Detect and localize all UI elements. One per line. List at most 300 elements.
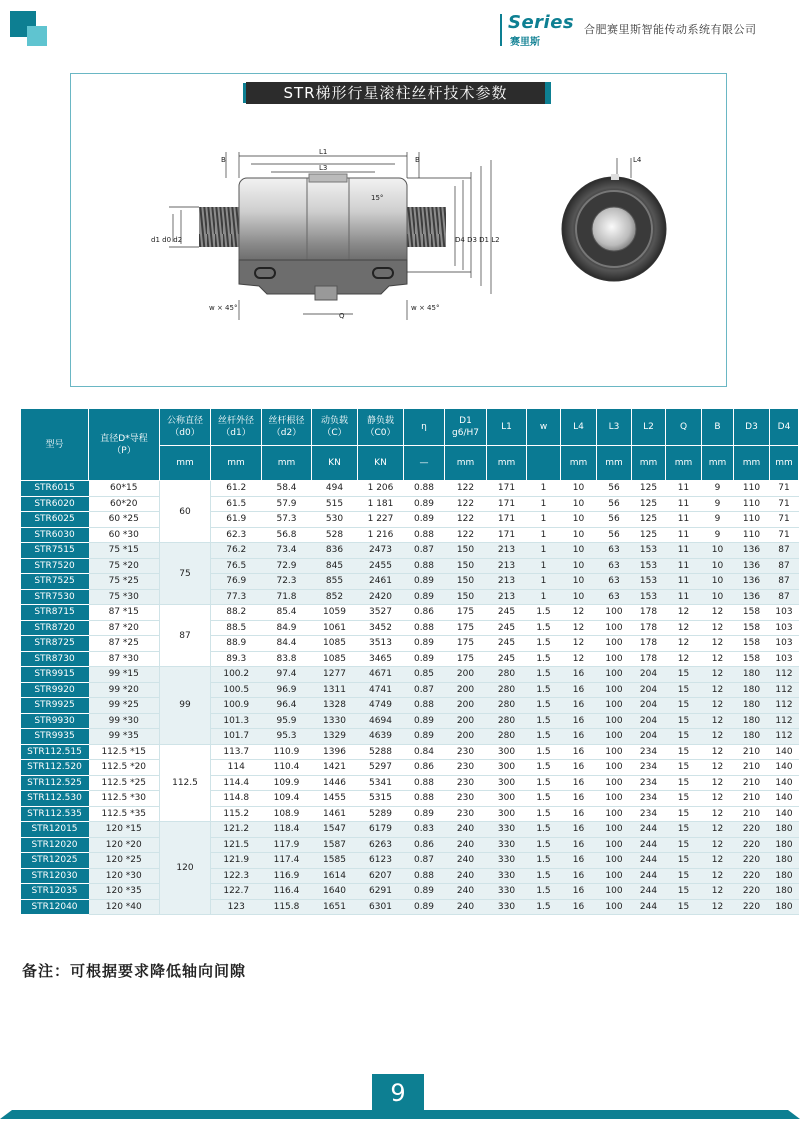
cell-value: 63	[597, 589, 632, 605]
cell-value: 0.89	[404, 884, 445, 900]
cell-value: 15	[666, 884, 702, 900]
cell-value: 12	[702, 899, 734, 915]
cell-value: 158	[734, 636, 770, 652]
page-number: 9	[372, 1074, 424, 1112]
cell-value: 0.89	[404, 512, 445, 528]
cell-value: 230	[445, 775, 487, 791]
label-d-left: d1 d0 d2	[151, 236, 183, 244]
cell-value: 153	[632, 543, 666, 559]
cell-value: 12	[561, 605, 597, 621]
table-row	[21, 806, 799, 822]
header-col-5: η	[404, 409, 445, 446]
cell-value: 10	[561, 589, 597, 605]
cell-value: 0.88	[404, 868, 445, 884]
cell-value: 0.86	[404, 605, 445, 621]
cell-value: 245	[487, 651, 527, 667]
table-row	[21, 682, 799, 698]
table-row	[21, 667, 799, 683]
cell-value: 117.4	[262, 853, 312, 869]
cell-value: 4749	[358, 698, 404, 714]
unit-col-0: mm	[160, 446, 211, 481]
nut-groove	[309, 174, 347, 182]
cell-value: 330	[487, 837, 527, 853]
cell-value: 1.5	[527, 822, 561, 838]
cell-value: 89.3	[211, 651, 262, 667]
cell-value: 234	[632, 791, 666, 807]
cell-value: 0.89	[404, 651, 445, 667]
cell-value: 122	[445, 527, 487, 543]
cell-value: 100	[597, 791, 632, 807]
cell-value: 0.83	[404, 822, 445, 838]
cell-value: 5289	[358, 806, 404, 822]
cell-value: 95.3	[262, 729, 312, 745]
cell-value: 230	[445, 760, 487, 776]
cell-value: 175	[445, 651, 487, 667]
cell-value: 494	[312, 481, 358, 497]
cell-value: 120 *40	[89, 899, 160, 915]
cell-value: 75 *30	[89, 589, 160, 605]
cell-value: 1.5	[527, 884, 561, 900]
cell-model: STR7530	[21, 589, 89, 605]
cell-value: 100	[597, 884, 632, 900]
cell-value: 1.5	[527, 760, 561, 776]
cell-value: 244	[632, 884, 666, 900]
cell-value: 178	[632, 620, 666, 636]
cell-value: 95.9	[262, 713, 312, 729]
cell-value: 100	[597, 775, 632, 791]
cell-value: 1585	[312, 853, 358, 869]
cell-model: STR12015	[21, 822, 89, 838]
cell-value: 140	[770, 806, 799, 822]
cell-value: 100	[597, 713, 632, 729]
header-col-9: L4	[561, 409, 597, 446]
cell-value: 10	[702, 543, 734, 559]
unit-col-10: mm	[597, 446, 632, 481]
cell-value: 10	[702, 574, 734, 590]
cell-value: 12	[702, 775, 734, 791]
cell-value: 0.88	[404, 620, 445, 636]
cell-value: 15	[666, 775, 702, 791]
cell-value: 16	[561, 837, 597, 853]
cell-value: 15	[666, 760, 702, 776]
table-row	[21, 636, 799, 652]
cell-value: 300	[487, 806, 527, 822]
cell-value: 16	[561, 760, 597, 776]
table-row	[21, 899, 799, 915]
table-row	[21, 760, 799, 776]
cell-value: 1311	[312, 682, 358, 698]
cell-value: 15	[666, 744, 702, 760]
cell-value: 15	[666, 806, 702, 822]
cell-value: 6301	[358, 899, 404, 915]
cell-d0: 60	[160, 481, 211, 543]
company-name: 合肥赛里斯智能传动系统有限公司	[584, 23, 757, 36]
cell-model: STR12020	[21, 837, 89, 853]
cell-value: 56	[597, 481, 632, 497]
cell-value: 1 227	[358, 512, 404, 528]
cell-value: 121.9	[211, 853, 262, 869]
cell-value: 125	[632, 481, 666, 497]
cell-value: 280	[487, 729, 527, 745]
cell-value: 12	[702, 636, 734, 652]
cell-value: 210	[734, 760, 770, 776]
table-row	[21, 496, 799, 512]
cell-value: 0.88	[404, 775, 445, 791]
cell-value: 99 *20	[89, 682, 160, 698]
cell-value: 171	[487, 527, 527, 543]
cell-value: 57.3	[262, 512, 312, 528]
cell-value: 855	[312, 574, 358, 590]
cell-value: 120 *30	[89, 868, 160, 884]
cell-value: 101.3	[211, 713, 262, 729]
unit-col-2: mm	[262, 446, 312, 481]
cell-value: 10	[561, 543, 597, 559]
cell-value: 112	[770, 729, 799, 745]
cell-value: 1	[527, 527, 561, 543]
cell-value: 112.5 *20	[89, 760, 160, 776]
cell-value: 150	[445, 574, 487, 590]
cell-value: 71.8	[262, 589, 312, 605]
cell-value: 15	[666, 729, 702, 745]
cell-value: 120 *35	[89, 884, 160, 900]
cell-value: 100	[597, 744, 632, 760]
cell-model: STR8720	[21, 620, 89, 636]
unit-col-9: mm	[561, 446, 597, 481]
cell-value: 16	[561, 729, 597, 745]
cell-value: 12	[702, 884, 734, 900]
cell-value: 0.88	[404, 698, 445, 714]
cell-value: 56	[597, 527, 632, 543]
cell-value: 220	[734, 884, 770, 900]
cell-value: 103	[770, 651, 799, 667]
cell-value: 180	[770, 837, 799, 853]
table-row	[21, 822, 799, 838]
cell-value: 60*15	[89, 481, 160, 497]
cell-value: 4639	[358, 729, 404, 745]
cell-value: 300	[487, 791, 527, 807]
cell-value: 87	[770, 558, 799, 574]
cell-value: 96.9	[262, 682, 312, 698]
cell-value: 11	[666, 527, 702, 543]
cell-model: STR12035	[21, 884, 89, 900]
cell-value: 244	[632, 837, 666, 853]
cell-value: 180	[770, 822, 799, 838]
cell-value: 101.7	[211, 729, 262, 745]
cell-value: 1.5	[527, 682, 561, 698]
header-col-14: D3	[734, 409, 770, 446]
label-l3: L3	[319, 164, 328, 172]
cell-value: 280	[487, 698, 527, 714]
cell-value: 16	[561, 899, 597, 915]
cell-value: 330	[487, 884, 527, 900]
cell-value: 15	[666, 899, 702, 915]
cell-d0: 112.5	[160, 744, 211, 822]
header-col-1: 丝杆外径 （d1）	[211, 409, 262, 446]
cell-value: 150	[445, 589, 487, 605]
cell-value: 178	[632, 651, 666, 667]
cell-value: 12	[702, 620, 734, 636]
table-row	[21, 651, 799, 667]
cell-model: STR8725	[21, 636, 89, 652]
cell-value: 158	[734, 605, 770, 621]
cell-value: 15	[666, 837, 702, 853]
cell-value: 110	[734, 527, 770, 543]
cell-value: 71	[770, 512, 799, 528]
cell-value: 12	[666, 651, 702, 667]
cell-value: 1277	[312, 667, 358, 683]
cell-value: 200	[445, 698, 487, 714]
cell-value: 12	[666, 620, 702, 636]
cell-value: 87 *15	[89, 605, 160, 621]
cell-value: 220	[734, 899, 770, 915]
cell-value: 100	[597, 868, 632, 884]
cell-value: 112	[770, 682, 799, 698]
cell-value: 1	[527, 496, 561, 512]
cell-value: 5341	[358, 775, 404, 791]
cell-value: 171	[487, 481, 527, 497]
cell-value: 110	[734, 496, 770, 512]
cell-value: 0.87	[404, 853, 445, 869]
cell-value: 12	[702, 713, 734, 729]
cell-value: 1	[527, 574, 561, 590]
cell-value: 1.5	[527, 605, 561, 621]
cell-value: 109.9	[262, 775, 312, 791]
cell-value: 11	[666, 496, 702, 512]
label-w-right: w × 45°	[411, 304, 440, 312]
cell-value: 240	[445, 853, 487, 869]
cell-value: 83.8	[262, 651, 312, 667]
nut-body	[239, 178, 407, 272]
cell-value: 10	[561, 527, 597, 543]
cell-value: 72.3	[262, 574, 312, 590]
cell-value: 175	[445, 620, 487, 636]
header-col-13: B	[702, 409, 734, 446]
cell-value: 3513	[358, 636, 404, 652]
cell-value: 1.5	[527, 713, 561, 729]
cell-value: 114.8	[211, 791, 262, 807]
label-q: Q	[339, 312, 345, 320]
cell-value: 100	[597, 636, 632, 652]
cell-value: 530	[312, 512, 358, 528]
cell-value: 220	[734, 822, 770, 838]
header-col-4: 静负载 （C0）	[358, 409, 404, 446]
cell-value: 57.9	[262, 496, 312, 512]
cell-value: 1 216	[358, 527, 404, 543]
cell-value: 11	[666, 481, 702, 497]
cell-value: 1.5	[527, 806, 561, 822]
cell-value: 56.8	[262, 527, 312, 543]
cell-value: 9	[702, 512, 734, 528]
cell-value: 112	[770, 713, 799, 729]
cell-value: 213	[487, 574, 527, 590]
table-row	[21, 589, 799, 605]
cell-value: 12	[702, 806, 734, 822]
cell-value: 116.4	[262, 884, 312, 900]
cell-value: 99 *15	[89, 667, 160, 683]
cell-model: STR7525	[21, 574, 89, 590]
cell-value: 122	[445, 512, 487, 528]
cell-value: 16	[561, 698, 597, 714]
cell-value: 110	[734, 512, 770, 528]
cell-value: 100	[597, 605, 632, 621]
cell-value: 1.5	[527, 636, 561, 652]
cell-value: 123	[211, 899, 262, 915]
cell-value: 120 *20	[89, 837, 160, 853]
cell-value: 97.4	[262, 667, 312, 683]
unit-col-14: mm	[734, 446, 770, 481]
cell-value: 99 *25	[89, 698, 160, 714]
cell-value: 125	[632, 496, 666, 512]
cell-value: 12	[702, 667, 734, 683]
cell-value: 63	[597, 574, 632, 590]
cell-value: 3452	[358, 620, 404, 636]
cell-value: 112	[770, 667, 799, 683]
cell-value: 1.5	[527, 853, 561, 869]
unit-col-5: —	[404, 446, 445, 481]
cell-value: 4741	[358, 682, 404, 698]
cell-value: 204	[632, 698, 666, 714]
cell-value: 12	[666, 636, 702, 652]
cell-value: 114	[211, 760, 262, 776]
unit-col-12: mm	[666, 446, 702, 481]
cell-value: 108.9	[262, 806, 312, 822]
cell-value: 1	[527, 589, 561, 605]
footnote: 备注：可根据要求降低轴向间隙	[22, 962, 247, 980]
header-col-8: w	[527, 409, 561, 446]
cell-value: 1061	[312, 620, 358, 636]
cell-value: 2455	[358, 558, 404, 574]
cell-value: 852	[312, 589, 358, 605]
header-col-3: 动负载 （C）	[312, 409, 358, 446]
cell-value: 180	[770, 868, 799, 884]
cell-value: 63	[597, 558, 632, 574]
cell-value: 140	[770, 744, 799, 760]
cell-value: 114.4	[211, 775, 262, 791]
header-col-10: L3	[597, 409, 632, 446]
cell-value: 204	[632, 729, 666, 745]
shaft-right-thread	[406, 207, 446, 247]
cell-value: 210	[734, 806, 770, 822]
cell-value: 56	[597, 512, 632, 528]
cell-value: 3527	[358, 605, 404, 621]
cell-value: 2473	[358, 543, 404, 559]
cell-value: 16	[561, 682, 597, 698]
cell-value: 87	[770, 574, 799, 590]
cell-value: 1	[527, 543, 561, 559]
cell-value: 12	[702, 605, 734, 621]
header-separator	[500, 14, 502, 46]
cell-value: 10	[561, 496, 597, 512]
cell-value: 121.2	[211, 822, 262, 838]
unit-col-1: mm	[211, 446, 262, 481]
corner-decoration-light	[27, 26, 47, 46]
end-view-core	[592, 207, 636, 251]
cell-value: 113.7	[211, 744, 262, 760]
cell-value: 4694	[358, 713, 404, 729]
cell-value: 12	[666, 605, 702, 621]
cell-value: 330	[487, 868, 527, 884]
cell-value: 11	[666, 512, 702, 528]
cell-value: 0.88	[404, 791, 445, 807]
cell-value: 1.5	[527, 868, 561, 884]
cell-model: STR9930	[21, 713, 89, 729]
cell-value: 118.4	[262, 822, 312, 838]
logo-subtext: 赛里斯	[510, 37, 540, 48]
cell-value: 87	[770, 589, 799, 605]
cell-value: 15	[666, 667, 702, 683]
cell-value: 110.9	[262, 744, 312, 760]
cell-value: 0.88	[404, 558, 445, 574]
cell-value: 1328	[312, 698, 358, 714]
cell-value: 1651	[312, 899, 358, 915]
unit-col-3: KN	[312, 446, 358, 481]
table-row	[21, 853, 799, 869]
cell-value: 75 *20	[89, 558, 160, 574]
cell-value: 87 *30	[89, 651, 160, 667]
cell-value: 245	[487, 620, 527, 636]
cell-value: 120 *25	[89, 853, 160, 869]
cell-value: 125	[632, 527, 666, 543]
cell-value: 16	[561, 853, 597, 869]
cell-d0: 75	[160, 543, 211, 605]
cell-value: 100	[597, 899, 632, 915]
cell-value: 99 *30	[89, 713, 160, 729]
cell-d0: 120	[160, 822, 211, 915]
cell-value: 175	[445, 636, 487, 652]
cell-value: 16	[561, 713, 597, 729]
cell-value: 1396	[312, 744, 358, 760]
cell-value: 1.5	[527, 744, 561, 760]
table-row	[21, 543, 799, 559]
cell-value: 100	[597, 667, 632, 683]
cell-value: 230	[445, 791, 487, 807]
table-row	[21, 837, 799, 853]
cell-value: 71	[770, 527, 799, 543]
label-d-right: D4 D3 D1 L2	[455, 236, 500, 244]
cell-value: 12	[561, 636, 597, 652]
cell-value: 234	[632, 806, 666, 822]
cell-model: STR9915	[21, 667, 89, 683]
cell-value: 12	[561, 620, 597, 636]
table-body	[21, 481, 799, 915]
cell-value: 122.7	[211, 884, 262, 900]
cell-value: 12	[702, 837, 734, 853]
cell-value: 136	[734, 589, 770, 605]
cell-value: 109.4	[262, 791, 312, 807]
cell-value: 100.5	[211, 682, 262, 698]
unit-col-4: KN	[358, 446, 404, 481]
cell-value: 280	[487, 713, 527, 729]
cell-value: 213	[487, 543, 527, 559]
table-row	[21, 868, 799, 884]
cell-value: 75 *25	[89, 574, 160, 590]
cell-value: 213	[487, 558, 527, 574]
cell-value: 84.4	[262, 636, 312, 652]
cell-value: 1	[527, 481, 561, 497]
cell-value: 100	[597, 682, 632, 698]
cell-value: 125	[632, 512, 666, 528]
cell-value: 240	[445, 899, 487, 915]
cell-value: 136	[734, 574, 770, 590]
cell-value: 180	[734, 667, 770, 683]
key-slot	[315, 286, 337, 300]
cell-value: 0.89	[404, 899, 445, 915]
cell-value: 0.89	[404, 636, 445, 652]
cell-value: 6207	[358, 868, 404, 884]
cell-value: 280	[487, 682, 527, 698]
label-b-left: B	[221, 156, 226, 164]
cell-value: 1421	[312, 760, 358, 776]
